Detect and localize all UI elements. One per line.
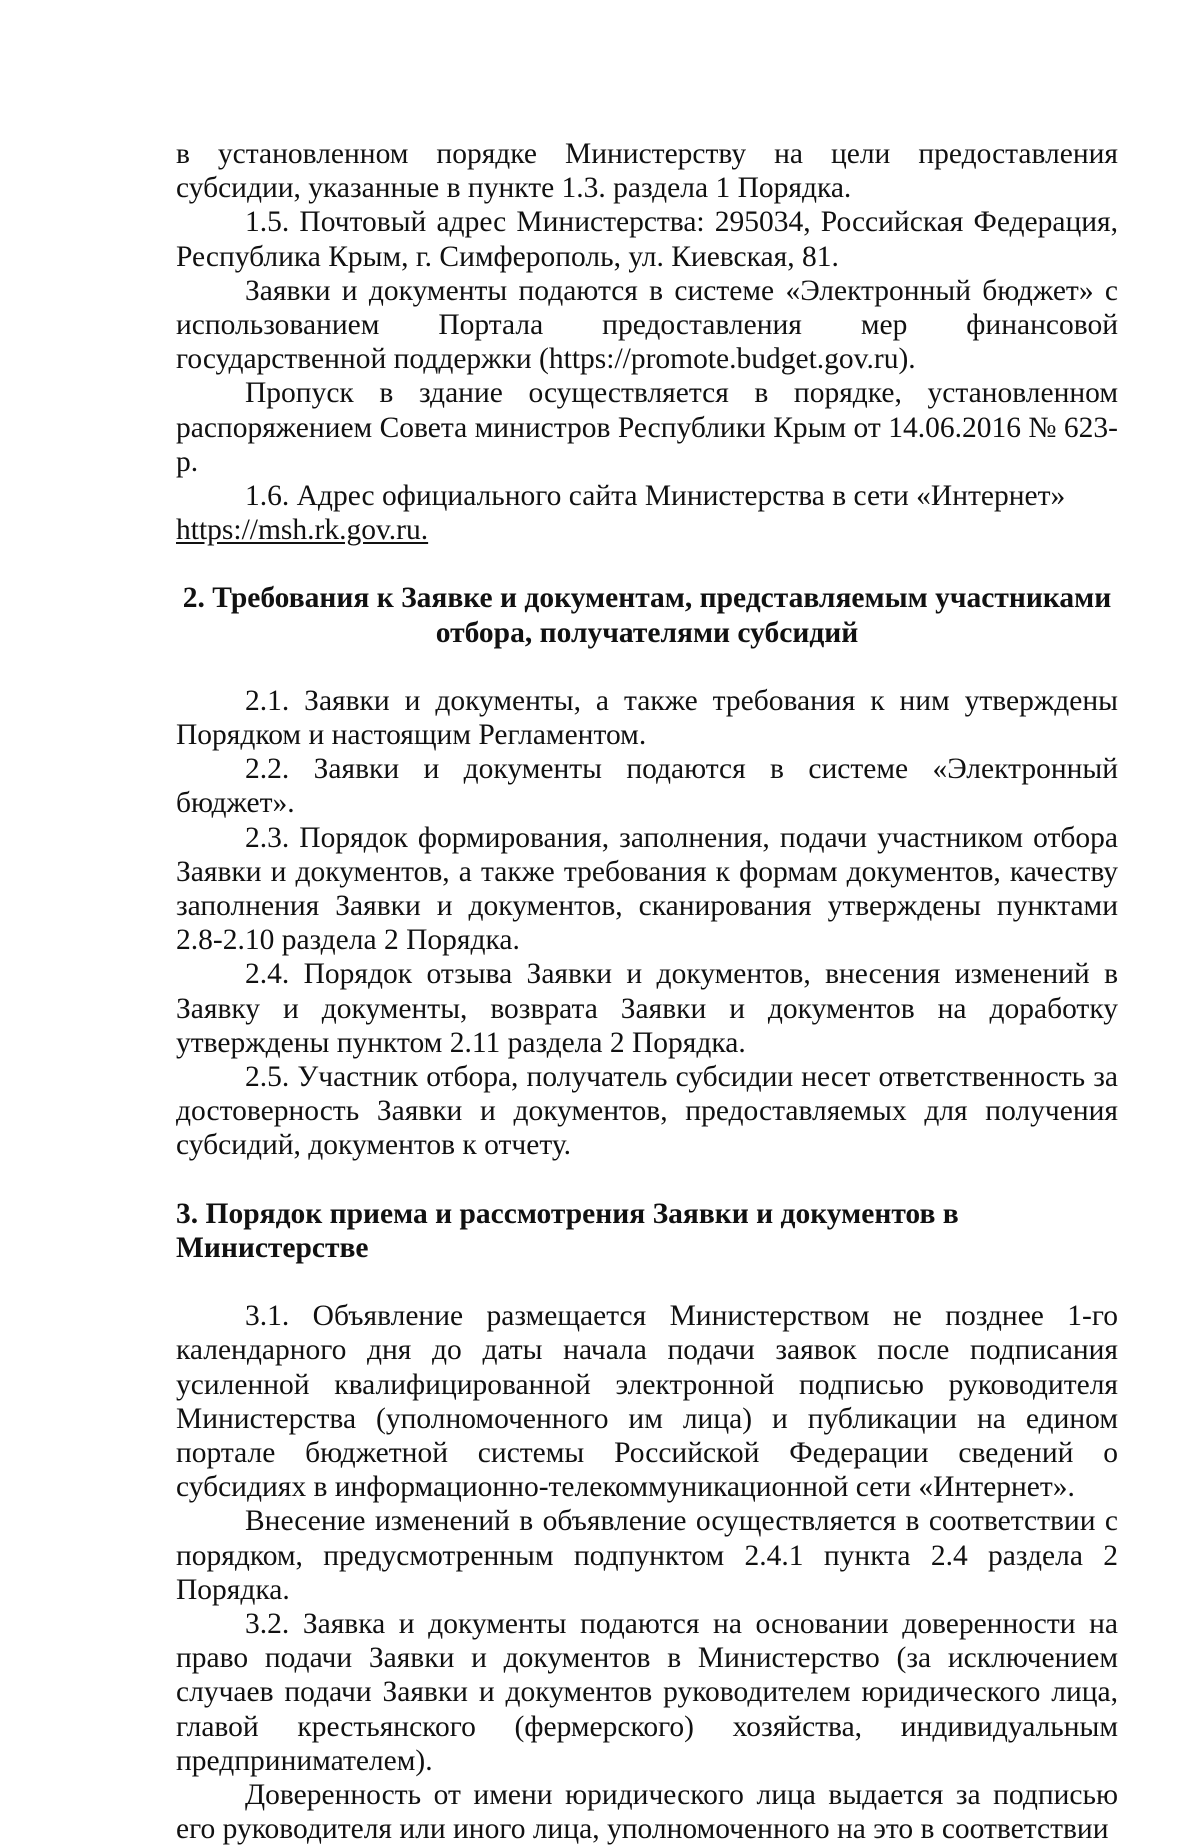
official-site-link[interactable]: https://msh.rk.gov.ru. (176, 514, 429, 547)
paragraph-1-5: 1.5. Почтовый адрес Министерства: 295034, Российская Федерация, Республика Крым, г. Симферополь, ул. Киевская, 81. (176, 206, 1118, 273)
spacer (176, 1265, 1118, 1299)
document-body (176, 137, 1118, 1846)
paragraph-2-5: 2.5. Участник отбора, получатель субсидии несет ответственность за достоверность Заявки и документов, предоставляемых для получения субсидий, документов к отчету. (176, 1061, 1118, 1162)
paragraph-building-pass: Пропуск в здание осуществляется в порядке, установленном распоряжением Совета министров Республики Крым от 14.06.2016 № 623-р. (176, 377, 1118, 478)
paragraph-applications-submission: Заявки и документы подаются в системе «Электронный бюджет» с использованием Портала предоставления мер финансовой государственной поддержки (https://promote.budget.gov.ru). (176, 274, 1118, 376)
section-2-heading: 2. Требования к Заявке и документам, представляемым участниками отбора, получателями субсидий (182, 582, 1112, 649)
paragraph-2-3: 2.3. Порядок формирования, заполнения, подачи участником отбора Заявки и документов, а также требования к формам документов, качеству заполнения Заявки и документов, сканирования утверждены пунктами 2.8-2.10 раздела 2 Порядка. (176, 821, 1118, 957)
section-3-heading: 3. Порядок приема и рассмотрения Заявки и документов в Министерстве (176, 1197, 959, 1264)
paragraph-announcement-changes: Внесение изменений в объявление осуществляется в соответствии с порядком, предусмотренным подпунктом 2.4.1 пункта 2.4 раздела 2 Порядка. (176, 1505, 1118, 1606)
paragraph-2-4: 2.4. Порядок отзыва Заявки и документов, внесения изменений в Заявку и документы, возврата Заявки и документов на доработку утверждены пунктом 2.11 раздела 2 Порядка. (176, 958, 1118, 1059)
spacer (176, 650, 1118, 684)
spacer (176, 547, 1118, 581)
paragraph-1-6-link-line (176, 513, 1118, 547)
paragraph-1-6: 1.6. Адрес официального сайта Министерства в сети «Интернет» (245, 480, 1066, 513)
paragraph-3-2: 3.2. Заявка и документы подаются на основании доверенности на право подачи Заявки и документов в Министерство (за исключением случаев подачи Заявки и документов руководителем юридического лица, главой крестьянского (фермерского) хозяйства, индивидуальным предпринимателем). (176, 1607, 1118, 1777)
paragraph-3-1: 3.1. Объявление размещается Министерством не позднее 1-го календарного дня до даты начала подачи заявок после подписания усиленной квалифицированной электронной подписью руководителя Министерства (уполномоченного им лица) и публикации на едином портале бюджетной системы Российской Федерации сведений о субсидиях в информационно-телекоммуникационной сети «Интернет». (176, 1300, 1118, 1504)
paragraph-2-2: 2.2. Заявки и документы подаются в системе «Электронный бюджет». (176, 753, 1118, 820)
spacer (176, 1163, 1118, 1197)
paragraph-continuation: в установленном порядке Министерству на цели предоставления субсидии, указанные в пункте 1.3. раздела 1 Порядка. (176, 138, 1118, 205)
paragraph-power-of-attorney: Доверенность от имени юридического лица выдается за подписью его руководителя или иного лица, уполномоченного на это в соответствии (176, 1778, 1118, 1846)
paragraph-2-1: 2.1. Заявки и документы, а также требования к ним утверждены Порядком и настоящим Регламентом. (176, 684, 1118, 752)
